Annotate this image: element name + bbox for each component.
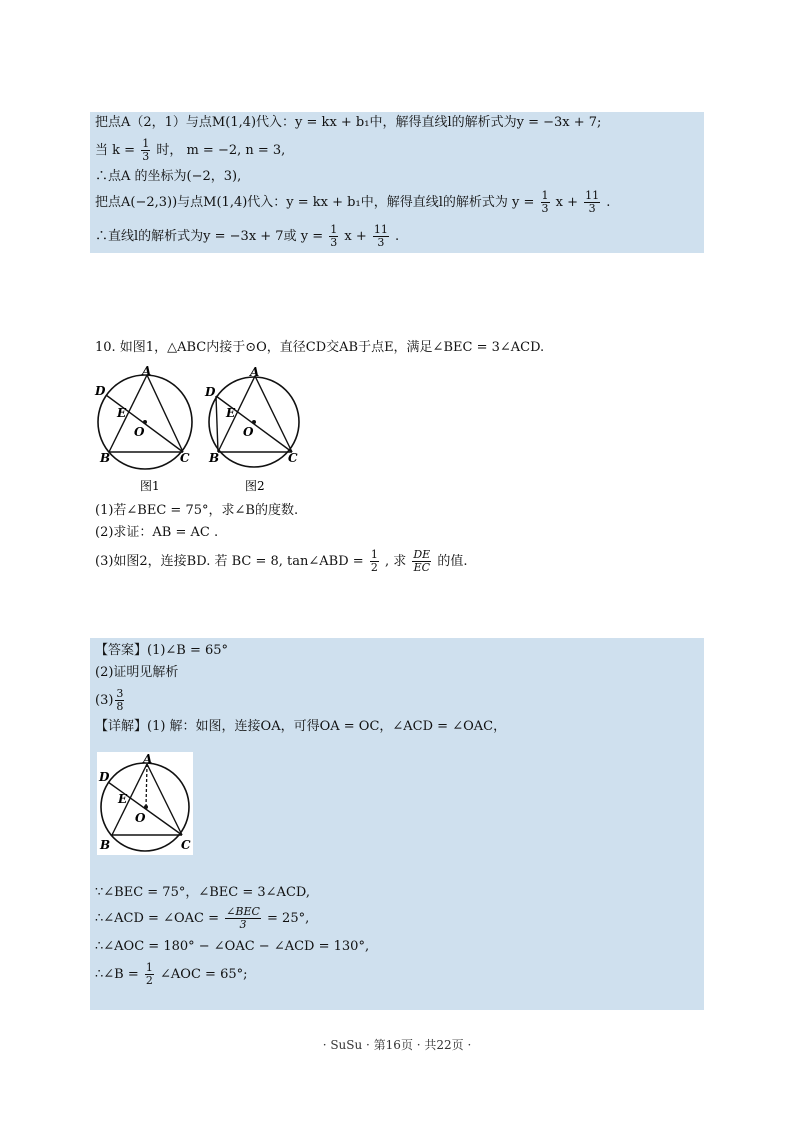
- svg-text:D: D: [99, 770, 110, 784]
- question-stem: 10. 如图1，△ABC内接于⊙O，直径CD交AB于点E，满足∠BEC = 3∠ACD.: [95, 340, 545, 355]
- top-line-4: 把点A(−2,3))与点M(1,4)代入：y = kx + b₁中，解得直线l的解析式为 y = $\frac{1}{3}$ x + $\frac{11}{3}$ .: [95, 189, 611, 215]
- step-2: ∴∠ACD = ∠OAC = $\frac{\text{∠BEC}}{3}$ = 25°,: [95, 905, 310, 931]
- svg-text:O: O: [134, 425, 145, 439]
- step-3: ∴∠AOC = 180° − ∠OAC − ∠ACD = 130°,: [95, 939, 370, 954]
- fraction: $\frac{\text{∠BEC}}{3}$: [226, 905, 260, 931]
- top-line-1: 把点A（2，1）与点M(1,4)代入：y = kx + b₁中，解得直线l的解析式为y = −3x + 7;: [95, 115, 602, 130]
- step-1: ∵∠BEC = 75°，∠BEC = 3∠ACD,: [95, 885, 310, 900]
- figure-2-caption: 图2: [245, 479, 265, 493]
- svg-text:A: A: [250, 365, 260, 379]
- fraction: $\frac{1}{3}$: [142, 137, 150, 163]
- svg-text:E: E: [117, 406, 127, 420]
- figure-1: [94, 364, 192, 469]
- answer-line-2: (2)证明见解析: [95, 665, 179, 680]
- svg-text:E: E: [226, 406, 236, 420]
- svg-text:B: B: [100, 838, 111, 852]
- svg-text:E: E: [118, 792, 128, 806]
- question-part-3: (3)如图2，连接BD. 若 BC = 8, tan∠ABD = $\frac{1}{2}$ , 求 $\frac{DE}{EC}$ 的值.: [95, 548, 468, 574]
- fraction: $\frac{1}{3}$: [541, 189, 549, 215]
- fraction: $\frac{11}{3}$: [585, 189, 600, 215]
- step-4: ∴∠B = $\frac{1}{2}$ ∠AOC = 65°;: [95, 961, 248, 987]
- question-figures: [92, 362, 307, 497]
- svg-text:C: C: [180, 451, 190, 465]
- question-part-1: (1)若∠BEC = 75°，求∠B的度数.: [95, 503, 299, 518]
- fraction: $\frac{1}{2}$: [145, 961, 153, 987]
- answer-line-3: (3) $\frac{3}{8}$: [95, 687, 124, 713]
- answer-figure: [97, 752, 193, 855]
- svg-text:O: O: [243, 425, 254, 439]
- answer-line-1: 【答案】(1)∠B = 65°: [95, 643, 229, 658]
- top-line-2: 当 k = $\frac{1}{3}$ 时， m = −2, n = 3,: [95, 137, 286, 163]
- svg-text:C: C: [288, 451, 298, 465]
- page-footer: · SuSu · 第16页 · 共22页 ·: [322, 1038, 472, 1052]
- top-line-5: ∴直线l的解析式为y = −3x + 7或 y = $\frac{1}{3}$ x + $\frac{11}{3}$ .: [95, 223, 400, 249]
- fraction: $\frac{1}{2}$: [370, 548, 378, 574]
- fraction: $\frac{1}{3}$: [330, 223, 338, 249]
- svg-text:D: D: [205, 385, 216, 399]
- svg-text:B: B: [209, 451, 220, 465]
- figure-2: [204, 365, 299, 467]
- svg-text:D: D: [95, 384, 106, 398]
- fraction: $\frac{11}{3}$: [373, 223, 388, 249]
- svg-text:B: B: [100, 451, 111, 465]
- fraction: $\frac{DE}{EC}$: [413, 548, 431, 574]
- svg-text:C: C: [181, 838, 191, 852]
- svg-text:A: A: [143, 752, 153, 766]
- detail-heading: 【详解】(1) 解：如图，连接OA，可得OA = OC，∠ACD = ∠OAC，: [95, 719, 507, 734]
- fraction: $\frac{3}{8}$: [116, 687, 124, 713]
- top-line-3: ∴点A 的坐标为(−2，3),: [95, 169, 242, 184]
- figure-1-caption: 图1: [140, 479, 160, 493]
- svg-text:O: O: [135, 811, 146, 825]
- question-part-2: (2)求证：AB = AC .: [95, 525, 219, 540]
- svg-text:A: A: [142, 364, 152, 378]
